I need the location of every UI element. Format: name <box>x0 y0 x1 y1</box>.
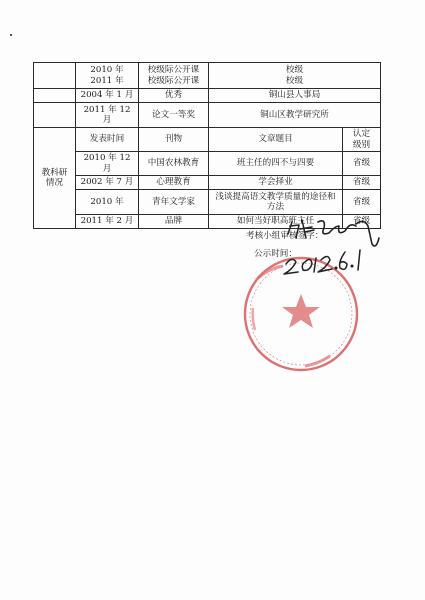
date-cell: 2011 年 12 月 <box>76 103 139 128</box>
item-cell: 优秀 <box>139 89 209 103</box>
header-date: 发表时间 <box>76 128 139 152</box>
header-title: 文章题目 <box>209 128 343 152</box>
unit-cell: 铜山县人事局 <box>209 89 381 103</box>
paper-date: 2011 年 2 月 <box>76 215 139 229</box>
review-signature-label: 考核小组审核签字： <box>246 231 324 241</box>
handwritten-signature <box>288 220 379 246</box>
official-seal-stamp <box>245 258 357 370</box>
item-cell: 校级际公开课 校级际公开课 <box>139 63 209 89</box>
paper-journal: 青年文学家 <box>139 190 209 215</box>
header-journal: 刊物 <box>139 128 209 152</box>
date-cell: 2004 年 1 月 <box>76 89 139 103</box>
paper-title: 班主任的四不与四要 <box>209 152 343 176</box>
paper-date: 2002 年 7 月 <box>76 176 139 190</box>
paper-journal: 中国农林教育 <box>139 152 209 176</box>
paper-date: 2010 年 12 月 <box>76 152 139 176</box>
publicity-time-label: 公示时间： <box>254 249 297 259</box>
section-label: 教科研 情况 <box>34 128 76 229</box>
paper-title: 学会择业 <box>209 176 343 190</box>
paper-level: 省级 <box>343 152 381 176</box>
paper-level: 省级 <box>343 215 381 229</box>
paper-level: 省级 <box>343 190 381 215</box>
paper-date: 2010 年 <box>76 190 139 215</box>
date-cell: 2010 年 2011 年 <box>76 63 139 89</box>
paper-journal: 心理教育 <box>139 176 209 190</box>
header-level: 认定 级别 <box>343 128 381 152</box>
item-cell: 论文一等奖 <box>139 103 209 128</box>
paper-title: 如何当好职高班主任 <box>209 215 343 229</box>
paper-title: 浅谈提高语文教学质量的途径和 方法 <box>209 190 343 215</box>
paper-level: 省级 <box>343 176 381 190</box>
paper-journal: 品牌 <box>139 215 209 229</box>
unit-cell: 校级 校级 <box>209 63 381 89</box>
unit-cell: 铜山区教学研究所 <box>209 103 381 128</box>
